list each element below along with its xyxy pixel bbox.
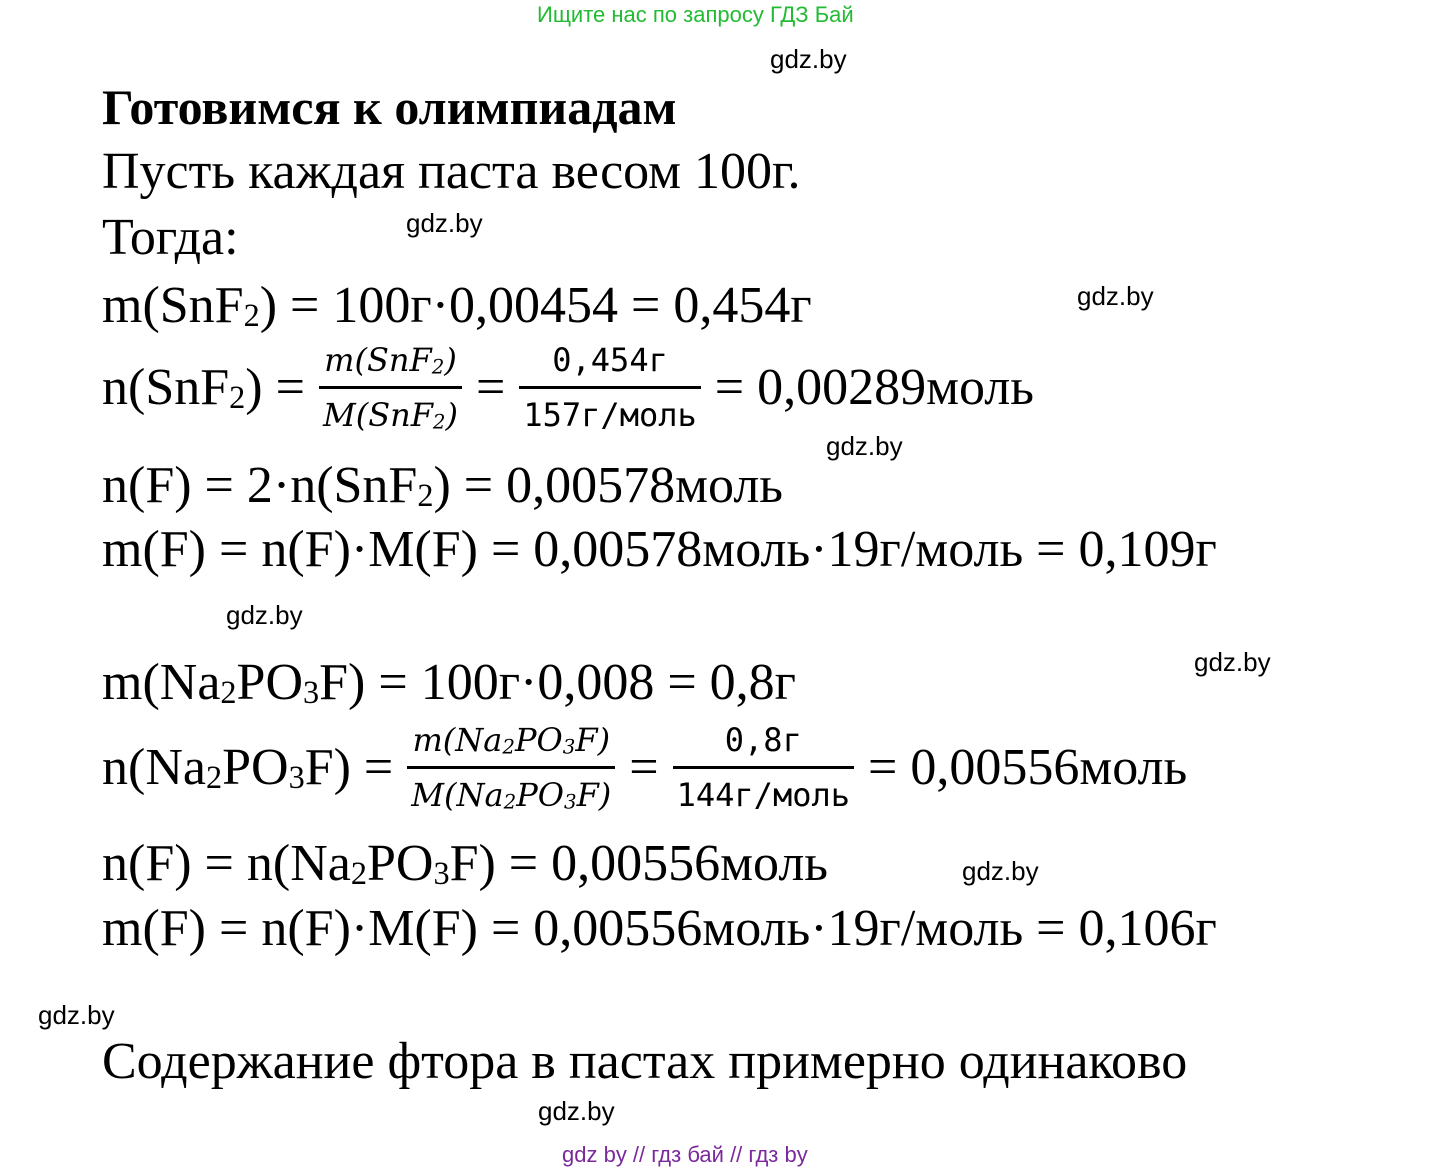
watermark: gdz.by — [406, 208, 483, 238]
watermark: gdz.by — [826, 431, 903, 461]
intro-line-1: Пусть каждая паста весом 100г. — [102, 143, 801, 200]
na2po3f-fraction-values: $\frac{0,8г}{\text{144г/моль}}$ — [673, 720, 854, 815]
na2po3f-moles-lhs: $n(Na_2PO_3F)$ = — [102, 738, 394, 796]
page-title: Готовимся к олимпиадам — [102, 79, 677, 135]
footer-links[interactable]: gdz by // гдз бай // гдз by — [562, 1142, 808, 1167]
snf2-moles-lhs: n(SnF$_2$) = — [102, 358, 305, 416]
watermark: gdz.by — [1077, 281, 1154, 311]
fluorine-moles-na2po3f: $n(F) = n(Na_2PO_3F)$ = 0,00556моль — [102, 835, 829, 892]
fraction-bar — [673, 766, 854, 769]
snf2-moles-equation: n(SnF$_2$) = $\frac{m(SnF_2)}{M(SnF_2)}$ = $\frac{0,454г}{\text{157г/моль}}$ = 0,00289моль — [102, 341, 1034, 435]
fraction-bar — [519, 386, 700, 389]
na2po3f-moles-equation: $n(Na_2PO_3F)$ = $\frac{m(Na_2PO_3F)}{M(Na_2PO_3F)}$ = $\frac{0,8г}{\text{144г/моль}}$ = 0,00556моль — [102, 721, 1188, 815]
fraction-bar — [407, 766, 615, 769]
watermark: gdz.by — [226, 600, 303, 630]
watermark: gdz.by — [770, 44, 847, 74]
watermark: gdz.by — [962, 856, 1039, 886]
snf2-fraction-formula: $\frac{m(SnF_2)}{M(SnF_2)}$ — [319, 340, 462, 435]
fluorine-mass-snf2: m(F) = n(F)·M(F) = 0,00578моль·19г/моль = 0,109г — [102, 521, 1217, 578]
snf2-fraction-values: $\frac{0,454г}{\text{157г/моль}}$ — [519, 340, 700, 435]
site-banner: Ищите нас по запросу ГДЗ Бай — [537, 2, 854, 27]
watermark: gdz.by — [38, 1000, 115, 1030]
na2po3f-fraction-formula: $\frac{m(Na_2PO_3F)}{M(Na_2PO_3F)}$ — [407, 720, 615, 815]
fluorine-moles-snf2: n(F) = 2·n(SnF$_2$) = 0,00578моль — [102, 457, 784, 514]
watermark: gdz.by — [538, 1096, 615, 1126]
fluorine-mass-na2po3f: m(F) = n(F)·M(F) = 0,00556моль·19г/моль = 0,106г — [102, 900, 1217, 957]
na2po3f-mass-equation: $m(Na_2PO_3F) = 100г\cdot 0,008 = 0,8г$ — [102, 654, 797, 711]
intro-line-2: Тогда: — [102, 209, 239, 266]
fraction-bar — [319, 386, 462, 389]
conclusion: Содержание фтора в пастах примерно одинаково — [102, 1033, 1188, 1090]
snf2-mass-equation: m(SnF$_2$) = 100г·0,00454 = 0,454г — [102, 277, 812, 334]
watermark: gdz.by — [1194, 647, 1271, 677]
